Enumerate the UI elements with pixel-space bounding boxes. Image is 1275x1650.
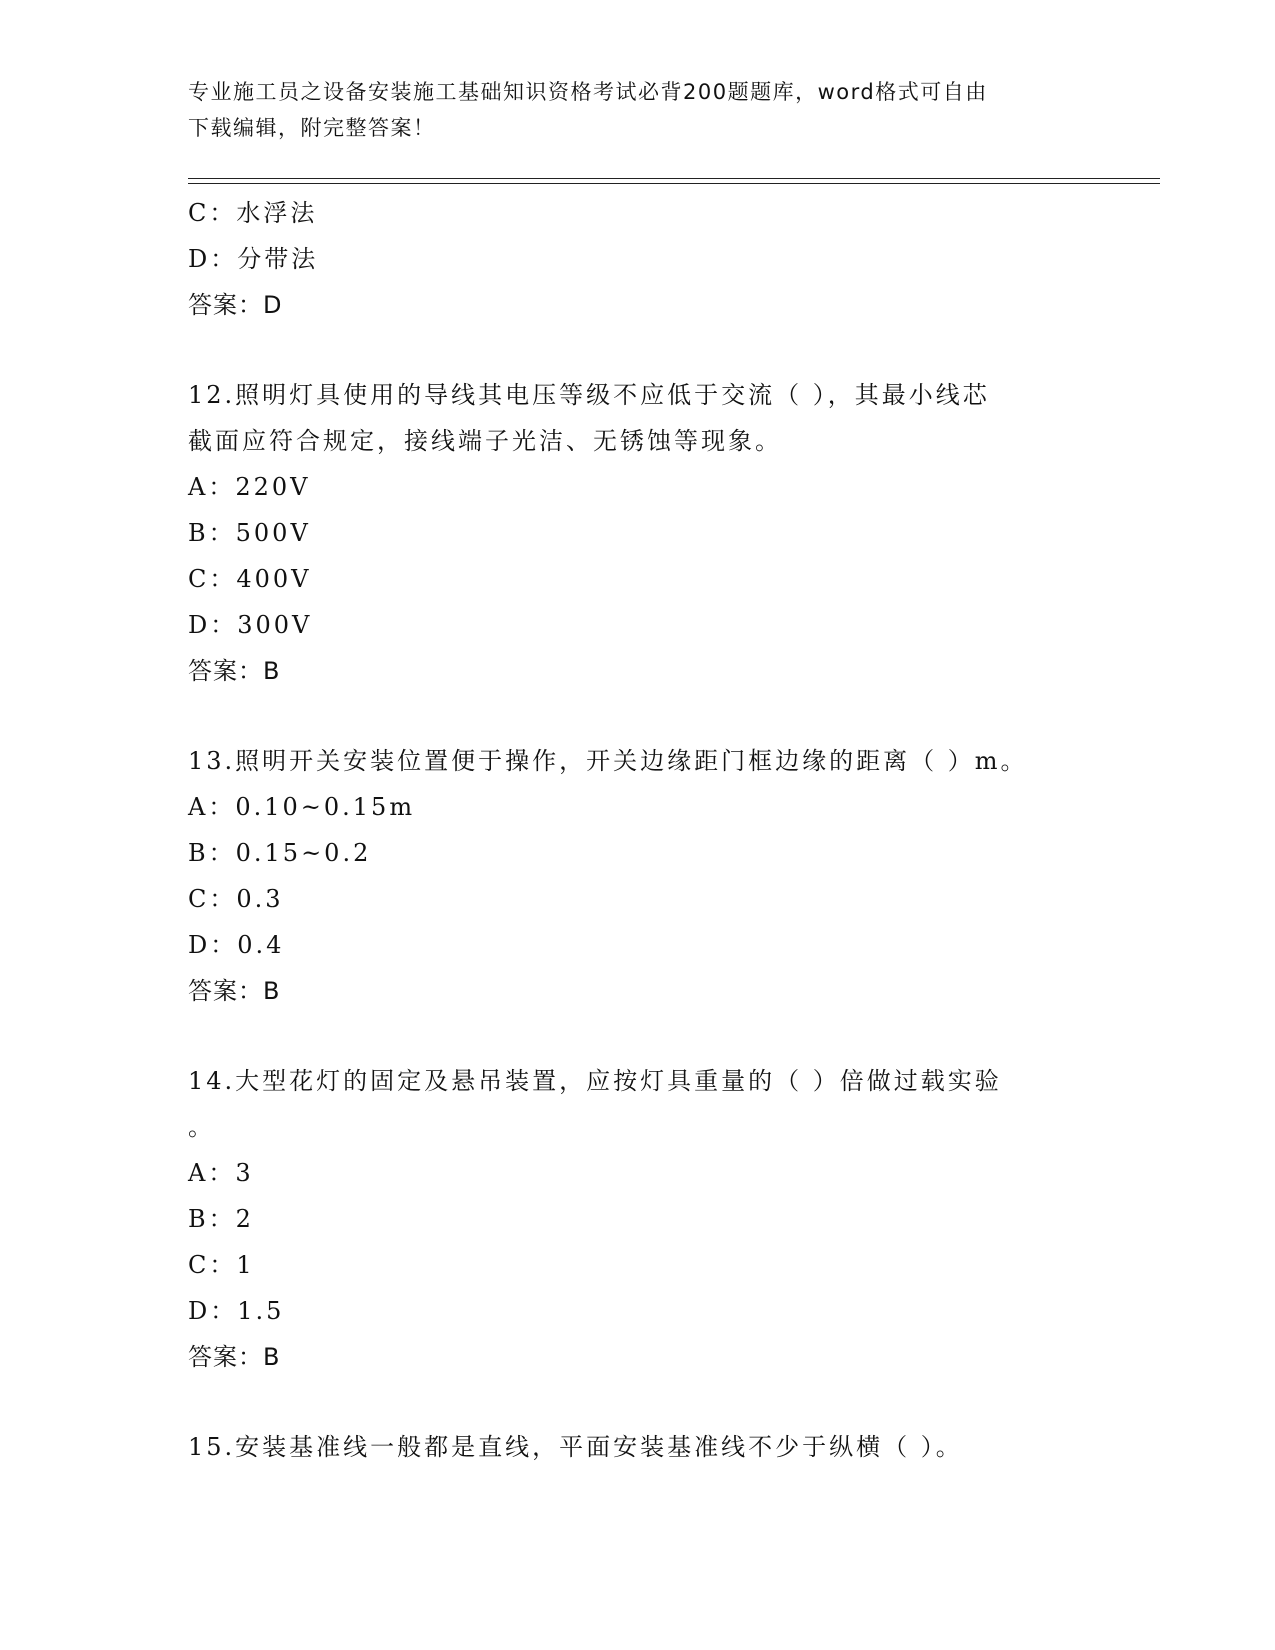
option-a: A：3 xyxy=(188,1159,254,1187)
option-b: B：0.15~0.2 xyxy=(188,839,372,867)
option-a: A：0.10~0.15m xyxy=(188,793,416,821)
option-c: C：1 xyxy=(188,1251,255,1279)
question-15 xyxy=(188,1424,1088,1470)
answer-line: 答案：D xyxy=(188,291,283,319)
question-text-line-1: 15.安装基准线一般都是直线，平面安装基准线不少于纵横（ ）。 xyxy=(188,1433,963,1461)
option-b: B：2 xyxy=(188,1205,254,1233)
answer-line: 答案：B xyxy=(188,1343,281,1371)
option-b: B：500V xyxy=(188,519,311,547)
option-d: D：1.5 xyxy=(188,1297,285,1325)
header-rule-bottom xyxy=(188,183,1160,184)
header-title-line-1: 专业施工员之设备安装施工基础知识资格考试必背200题题库，word格式可自由 xyxy=(188,80,988,104)
answer-line: 答案：B xyxy=(188,657,281,685)
question-text-line-1: 13.照明开关安装位置便于操作，开关边缘距门框边缘的距离（ ）m。 xyxy=(188,747,1028,775)
question-text-line-1: 12.照明灯具使用的导线其电压等级不应低于交流（ ），其最小线芯 xyxy=(188,381,990,409)
question-14 xyxy=(188,1058,1088,1380)
question-text-line-2: 截面应符合规定，接线端子光洁、无锈蚀等现象。 xyxy=(188,427,782,455)
answer-line: 答案：B xyxy=(188,977,281,1005)
question-13 xyxy=(188,738,1088,1014)
option-d: D：300V xyxy=(188,611,313,639)
question-text-line-1: 14.大型花灯的固定及悬吊装置，应按灯具重量的（ ）倍做过载实验 xyxy=(188,1067,1002,1095)
option-a: A：220V xyxy=(188,473,311,501)
question-12 xyxy=(188,372,1088,694)
header-title-line-2: 下载编辑，附完整答案！ xyxy=(188,116,436,140)
header-rule-top xyxy=(188,178,1160,179)
document-header xyxy=(188,74,1088,146)
question-text-line-2: 。 xyxy=(188,1113,215,1141)
option-c: C：0.3 xyxy=(188,885,284,913)
option-c: C：水浮法 xyxy=(188,199,318,227)
question-11-remainder xyxy=(188,190,1088,328)
option-d: D：0.4 xyxy=(188,931,285,959)
question-list xyxy=(188,190,1088,1470)
option-d: D：分带法 xyxy=(188,245,319,273)
option-c: C：400V xyxy=(188,565,312,593)
